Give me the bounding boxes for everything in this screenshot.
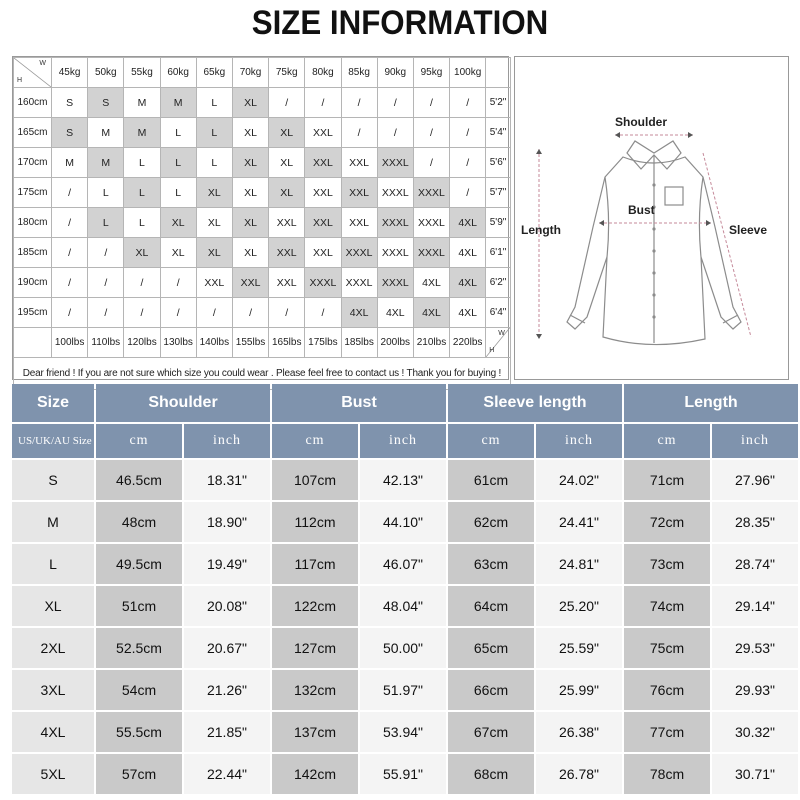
unit-cm: cm	[272, 424, 358, 458]
shoulder-cm-value: 57cm	[96, 754, 182, 794]
weight-lbs-header: 165lbs	[269, 328, 305, 358]
size-cell: XL	[196, 178, 232, 208]
size-cell: XXXL	[413, 238, 449, 268]
size-cell: XXXL	[377, 238, 413, 268]
height-cm-label: 180cm	[14, 208, 52, 238]
size-cell: XXXL	[377, 268, 413, 298]
size-cell: XL	[232, 148, 268, 178]
height-cm-label: 160cm	[14, 88, 52, 118]
size-cell: S	[52, 88, 88, 118]
weight-kg-header: 85kg	[341, 58, 377, 88]
size-cell: XXL	[341, 178, 377, 208]
size-cell: XXL	[305, 118, 341, 148]
size-cell: XXL	[305, 178, 341, 208]
length-inch-value: 30.71"	[712, 754, 798, 794]
length-cm-value: 73cm	[624, 544, 710, 584]
unit-inch: inch	[712, 424, 798, 458]
size-cell: M	[88, 148, 124, 178]
sleeve-inch-value: 26.78"	[536, 754, 622, 794]
size-cell: /	[450, 88, 486, 118]
height-cm-label: 170cm	[14, 148, 52, 178]
sleeve-cm-value: 67cm	[448, 712, 534, 752]
weight-kg-header: 55kg	[124, 58, 160, 88]
measurement-row	[12, 586, 798, 626]
size-cell: /	[124, 268, 160, 298]
size-cell: XL	[232, 238, 268, 268]
size-cell: /	[413, 88, 449, 118]
grid-empty-cell	[14, 328, 52, 358]
bust-cm-value: 132cm	[272, 670, 358, 710]
bust-cm-value: 107cm	[272, 460, 358, 500]
height-cm-label: 165cm	[14, 118, 52, 148]
size-cell: /	[450, 178, 486, 208]
sleeve-inch-value: 25.20"	[536, 586, 622, 626]
size-cell: XL	[269, 148, 305, 178]
sleeve-inch-value: 24.81"	[536, 544, 622, 584]
length-header: Length	[624, 384, 798, 422]
size-cell: /	[305, 88, 341, 118]
size-cell: S	[88, 88, 124, 118]
shoulder-inch-value: 19.49"	[184, 544, 270, 584]
height-cm-label: 195cm	[14, 298, 52, 328]
grid-weight-lbs-row	[14, 328, 511, 358]
length-inch-value: 27.96"	[712, 460, 798, 500]
size-cell: L	[88, 178, 124, 208]
size-cell: XL	[232, 118, 268, 148]
size-cell: /	[160, 268, 196, 298]
height-cm-label: 190cm	[14, 268, 52, 298]
size-cell: XL	[232, 88, 268, 118]
measurement-row	[12, 460, 798, 500]
group-header-row	[12, 384, 798, 422]
size-cell: M	[124, 118, 160, 148]
length-inch-value: 29.14"	[712, 586, 798, 626]
bust-inch-value: 46.07"	[360, 544, 446, 584]
size-value: M	[12, 502, 94, 542]
size-cell: XXL	[232, 268, 268, 298]
size-cell: /	[305, 298, 341, 328]
size-cell: /	[269, 298, 305, 328]
unit-cm: cm	[96, 424, 182, 458]
size-cell: XXXL	[341, 238, 377, 268]
bust-cm-value: 112cm	[272, 502, 358, 542]
size-cell: L	[124, 208, 160, 238]
weight-kg-header: 75kg	[269, 58, 305, 88]
size-cell: M	[160, 88, 196, 118]
measurement-row	[12, 670, 798, 710]
grid-height-row	[14, 208, 511, 238]
shoulder-cm-value: 46.5cm	[96, 460, 182, 500]
sleeve-cm-value: 68cm	[448, 754, 534, 794]
weight-kg-header: 65kg	[196, 58, 232, 88]
size-cell: XXL	[269, 268, 305, 298]
length-cm-value: 71cm	[624, 460, 710, 500]
sleeve-cm-value: 62cm	[448, 502, 534, 542]
size-cell: M	[88, 118, 124, 148]
length-cm-value: 77cm	[624, 712, 710, 752]
bust-inch-value: 44.10"	[360, 502, 446, 542]
unit-cm: cm	[448, 424, 534, 458]
height-ft-label: 6'2"	[486, 268, 511, 298]
shirt-illustration	[515, 57, 788, 379]
length-cm-value: 76cm	[624, 670, 710, 710]
grid-height-row	[14, 178, 511, 208]
size-cell: XXXL	[413, 208, 449, 238]
corner-w-label: W	[39, 60, 46, 67]
size-cell: XL	[269, 118, 305, 148]
contact-note: Dear friend ! If you are not sure which size you could wear . Please feel free to contact us ! Thank you for buying !	[14, 358, 511, 390]
length-inch-value: 29.53"	[712, 628, 798, 668]
size-cell: /	[377, 118, 413, 148]
shoulder-inch-value: 22.44"	[184, 754, 270, 794]
size-cell: /	[232, 298, 268, 328]
shoulder-header: Shoulder	[96, 384, 270, 422]
grid-height-row	[14, 118, 511, 148]
weight-kg-header: 60kg	[160, 58, 196, 88]
shoulder-cm-value: 51cm	[96, 586, 182, 626]
size-cell: XL	[196, 238, 232, 268]
weight-lbs-header: 175lbs	[305, 328, 341, 358]
shoulder-inch-value: 18.31"	[184, 460, 270, 500]
corner-w-label: W	[498, 330, 505, 337]
size-value: 3XL	[12, 670, 94, 710]
unit-header-row	[12, 424, 798, 458]
bust-cm-value: 117cm	[272, 544, 358, 584]
sleeve-cm-value: 63cm	[448, 544, 534, 584]
weight-lbs-header: 100lbs	[52, 328, 88, 358]
shoulder-cm-value: 55.5cm	[96, 712, 182, 752]
bust-inch-value: 42.13"	[360, 460, 446, 500]
size-cell: 4XL	[413, 268, 449, 298]
length-cm-value: 72cm	[624, 502, 710, 542]
bust-cm-value: 137cm	[272, 712, 358, 752]
corner-h-label: H	[489, 347, 495, 354]
bust-cm-value: 122cm	[272, 586, 358, 626]
bust-inch-value: 48.04"	[360, 586, 446, 626]
size-header: Size	[12, 384, 94, 422]
size-cell: L	[160, 178, 196, 208]
measurement-row	[12, 502, 798, 542]
size-cell: /	[88, 238, 124, 268]
size-value: L	[12, 544, 94, 584]
shoulder-label: Shoulder	[615, 115, 668, 129]
size-cell: /	[450, 118, 486, 148]
weight-lbs-header: 200lbs	[377, 328, 413, 358]
size-cell: /	[52, 268, 88, 298]
sleeve-inch-value: 24.41"	[536, 502, 622, 542]
length-inch-value: 28.74"	[712, 544, 798, 584]
measurement-row	[12, 544, 798, 584]
size-cell: XXL	[341, 148, 377, 178]
size-cell: XL	[232, 208, 268, 238]
height-ft-label: 5'6"	[486, 148, 511, 178]
page-title: SIZE INFORMATION	[251, 4, 549, 42]
size-cell: XXL	[269, 208, 305, 238]
shoulder-inch-value: 20.67"	[184, 628, 270, 668]
size-cell: XXL	[196, 268, 232, 298]
measurement-row	[12, 712, 798, 752]
sleeve-cm-value: 66cm	[448, 670, 534, 710]
weight-kg-header: 80kg	[305, 58, 341, 88]
size-cell: XXL	[305, 208, 341, 238]
grid-weight-kg-row	[14, 58, 511, 88]
size-cell: L	[196, 88, 232, 118]
weight-lbs-header: 185lbs	[341, 328, 377, 358]
length-inch-value: 29.93"	[712, 670, 798, 710]
bust-inch-value: 50.00"	[360, 628, 446, 668]
size-cell: /	[160, 298, 196, 328]
unit-inch: inch	[536, 424, 622, 458]
weight-kg-header: 45kg	[52, 58, 88, 88]
shoulder-inch-value: 21.26"	[184, 670, 270, 710]
grid-height-row	[14, 88, 511, 118]
bust-inch-value: 53.94"	[360, 712, 446, 752]
size-cell: M	[52, 148, 88, 178]
size-cell: 4XL	[413, 298, 449, 328]
length-cm-value: 78cm	[624, 754, 710, 794]
weight-kg-header: 50kg	[88, 58, 124, 88]
size-cell: XXXL	[377, 208, 413, 238]
size-cell: 4XL	[341, 298, 377, 328]
grid-height-row	[14, 268, 511, 298]
size-cell: /	[52, 298, 88, 328]
size-cell: /	[52, 208, 88, 238]
height-ft-label: 5'9"	[486, 208, 511, 238]
bust-cm-value: 127cm	[272, 628, 358, 668]
measurement-row	[12, 628, 798, 668]
weight-kg-header: 70kg	[232, 58, 268, 88]
size-cell: L	[196, 148, 232, 178]
size-cell: /	[52, 178, 88, 208]
grid-height-row	[14, 148, 511, 178]
sleeve-cm-value: 65cm	[448, 628, 534, 668]
measurement-row	[12, 754, 798, 794]
size-cell: /	[341, 118, 377, 148]
size-cell: /	[377, 88, 413, 118]
size-cell: /	[450, 148, 486, 178]
size-cell: XL	[124, 238, 160, 268]
grid-corner-cell	[14, 58, 52, 88]
size-cell: XXL	[305, 148, 341, 178]
sleeve-inch-value: 25.99"	[536, 670, 622, 710]
weight-lbs-header: 155lbs	[232, 328, 268, 358]
height-weight-size-chart	[12, 56, 509, 380]
size-cell: XL	[196, 208, 232, 238]
height-cm-label: 175cm	[14, 178, 52, 208]
size-cell: /	[124, 298, 160, 328]
size-cell: 4XL	[450, 298, 486, 328]
size-cell: XXXL	[305, 268, 341, 298]
length-inch-value: 30.32"	[712, 712, 798, 752]
height-ft-label: 5'2"	[486, 88, 511, 118]
shoulder-inch-value: 20.08"	[184, 586, 270, 626]
height-ft-label: 6'1"	[486, 238, 511, 268]
size-cell: /	[52, 238, 88, 268]
size-value: 5XL	[12, 754, 94, 794]
size-cell: /	[413, 118, 449, 148]
size-cell: XL	[232, 178, 268, 208]
size-caption: US/UK/AU Size	[12, 424, 94, 458]
shoulder-cm-value: 54cm	[96, 670, 182, 710]
sleeve-inch-value: 26.38"	[536, 712, 622, 752]
weight-lbs-header: 210lbs	[413, 328, 449, 358]
size-cell: XXXL	[341, 268, 377, 298]
size-cell: L	[124, 178, 160, 208]
grid-corner-cell-bottom	[486, 328, 511, 358]
bust-inch-value: 51.97"	[360, 670, 446, 710]
shirt-measurement-diagram	[514, 56, 789, 380]
bust-cm-value: 142cm	[272, 754, 358, 794]
bust-inch-value: 55.91"	[360, 754, 446, 794]
size-cell: /	[196, 298, 232, 328]
sleeve-label: Sleeve	[729, 223, 768, 237]
size-cell: M	[124, 88, 160, 118]
height-ft-label: 5'4"	[486, 118, 511, 148]
size-cell: XXXL	[413, 178, 449, 208]
sleeve-inch-value: 25.59"	[536, 628, 622, 668]
size-cell: XL	[160, 238, 196, 268]
height-cm-label: 185cm	[14, 238, 52, 268]
weight-lbs-header: 140lbs	[196, 328, 232, 358]
length-cm-value: 75cm	[624, 628, 710, 668]
shoulder-inch-value: 21.85"	[184, 712, 270, 752]
sleeve-cm-value: 64cm	[448, 586, 534, 626]
size-cell: L	[160, 148, 196, 178]
weight-kg-header: 90kg	[377, 58, 413, 88]
unit-cm: cm	[624, 424, 710, 458]
size-cell: 4XL	[377, 298, 413, 328]
shoulder-cm-value: 52.5cm	[96, 628, 182, 668]
size-value: XL	[12, 586, 94, 626]
corner-h-label: H	[17, 77, 23, 84]
height-ft-label: 6'4"	[486, 298, 511, 328]
length-cm-value: 74cm	[624, 586, 710, 626]
size-value: 2XL	[12, 628, 94, 668]
size-value: 4XL	[12, 712, 94, 752]
grid-height-row	[14, 298, 511, 328]
sleeve-length-header: Sleeve length	[448, 384, 622, 422]
unit-inch: inch	[184, 424, 270, 458]
size-cell: /	[269, 88, 305, 118]
bust-label: Bust	[628, 203, 655, 217]
size-cell: L	[196, 118, 232, 148]
shoulder-cm-value: 49.5cm	[96, 544, 182, 584]
size-cell: XL	[269, 178, 305, 208]
size-cell: L	[88, 208, 124, 238]
weight-lbs-header: 220lbs	[450, 328, 486, 358]
height-ft-label: 5'7"	[486, 178, 511, 208]
weight-lbs-header: 120lbs	[124, 328, 160, 358]
size-cell: XL	[160, 208, 196, 238]
weight-lbs-header: 130lbs	[160, 328, 196, 358]
size-cell: L	[124, 148, 160, 178]
size-cell: XXL	[305, 238, 341, 268]
grid-height-row	[14, 238, 511, 268]
weight-lbs-header: 110lbs	[88, 328, 124, 358]
size-cell: 4XL	[450, 238, 486, 268]
shoulder-inch-value: 18.90"	[184, 502, 270, 542]
weight-kg-header: 100kg	[450, 58, 486, 88]
size-cell: XXL	[269, 238, 305, 268]
unit-inch: inch	[360, 424, 446, 458]
bust-header: Bust	[272, 384, 446, 422]
size-cell: S	[52, 118, 88, 148]
length-inch-value: 28.35"	[712, 502, 798, 542]
size-cell: /	[88, 298, 124, 328]
weight-kg-header: 95kg	[413, 58, 449, 88]
size-cell: /	[341, 88, 377, 118]
sleeve-inch-value: 24.02"	[536, 460, 622, 500]
sleeve-cm-value: 61cm	[448, 460, 534, 500]
size-cell: 4XL	[450, 268, 486, 298]
size-value: S	[12, 460, 94, 500]
size-cell: /	[88, 268, 124, 298]
measurement-table	[12, 382, 788, 796]
size-cell: /	[413, 148, 449, 178]
size-cell: XXXL	[377, 178, 413, 208]
size-cell: 4XL	[450, 208, 486, 238]
shoulder-cm-value: 48cm	[96, 502, 182, 542]
grid-empty-cell	[486, 58, 511, 88]
length-label: Length	[521, 223, 561, 237]
size-cell: XXXL	[377, 148, 413, 178]
size-cell: L	[160, 118, 196, 148]
size-cell: XXL	[341, 208, 377, 238]
